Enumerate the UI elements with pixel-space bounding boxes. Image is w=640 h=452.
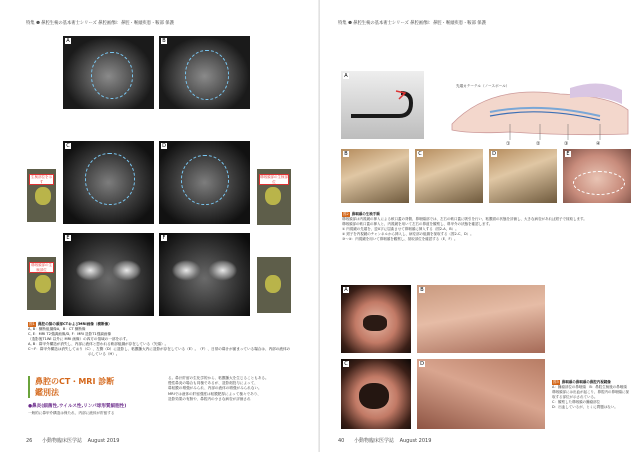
figure3-caption (552, 380, 632, 410)
side-inset-d (256, 168, 292, 226)
inset-tag: 生検部位を示す (31, 175, 52, 184)
figure-label: C (66, 143, 70, 149)
caption-line: C～F：鼻甲介構造は消失しており（C）、左側（D）に造影し、粘膜腫大内に造影が存在している（E）。（F）、日常の鼻汁が溜まっている場合は、内部の液体の (28, 347, 291, 351)
right-running-header: 特集 ❶ 鼻腔生検の基本術士シリーズ 鼻腔画像Ⅰ：鼻腔・喉頭疾患・鞍部 保護 (338, 21, 486, 26)
figure-label: E (66, 235, 70, 241)
page-number: 26 (26, 438, 33, 444)
caption-badge: 図3 (553, 380, 559, 384)
ct-image-a (62, 35, 155, 110)
caption-badge: 図2 (343, 212, 349, 216)
right-footer (338, 437, 431, 444)
caption-line: A, B：鼻甲介構造が消失し、内部に液体と思われる軟部組織が存在している（矢頭）。 (28, 342, 169, 346)
caption-line: 示している（H）。 (88, 352, 120, 356)
caption-line: 鼻咽頭部には出血が起こり、鼻腔内の鼻咽頭に採取する部位が示されている。 (552, 390, 629, 399)
body-line: る。鼻汁貯留の生化学的から、粘膜腫大を生じることもある。 (168, 376, 269, 380)
mri-image-f (158, 232, 251, 317)
journal-name: 小動物臨床医学誌 (41, 438, 82, 444)
body-line: 慢性鼻炎の場合も同様であるが、造影剤投与によって、 (168, 381, 258, 386)
figure-label: C (418, 151, 422, 157)
endoscopy-image-b (416, 284, 546, 354)
mri-image-c (62, 140, 155, 225)
caption-title: 鼻咽頭の鼻咽頭の鼻腔内視鏡像 (561, 380, 611, 384)
caption-line: C：観察した鼻咽頭の腫瘤部位 (552, 400, 600, 404)
figure-label: F (162, 235, 166, 241)
procedure-photo-d (488, 148, 558, 204)
figure-label: E (566, 151, 570, 157)
caption-title: 鼻腔の猫の頭部CTおよびMRI画像（横断像） (37, 322, 112, 326)
procedure-photo-c (414, 148, 484, 204)
caption-line: D：出血しているが、とくに問題はない。 (552, 405, 618, 409)
page-number: 40 (338, 438, 345, 444)
figure-label: A (344, 287, 348, 293)
diagram-label: ① (506, 141, 511, 146)
caption-line: C, E：MRI T2強調画像/D, F：MRI 造影T1強調画像 (28, 332, 112, 336)
issue-date: August 2019 (399, 438, 432, 444)
figure-label: D (162, 143, 166, 149)
caption-badge: 図1 (29, 322, 35, 326)
subheading: ●鼻炎(細菌性,ウイルス性,リンパ球形質細胞性) (28, 404, 127, 409)
figure-label: D (420, 361, 424, 367)
procedure-photo-e (562, 148, 632, 204)
caption-title: 鼻咽頭の生検手順 (351, 212, 380, 216)
side-inset-f (256, 256, 292, 314)
figure-label: C (344, 361, 348, 367)
mri-image-d (158, 140, 251, 225)
section-title-line1: 鼻腔のCT・MRI 診断 (35, 377, 115, 386)
inset-tag: 鼻咽頭部の生検部位 (31, 263, 52, 272)
left-footer (26, 437, 119, 444)
figure-label: A (66, 38, 70, 44)
diagram-caption: 先端カテーテル（ノースポール） (456, 84, 510, 88)
body-text-right (168, 376, 296, 402)
section-title (28, 376, 165, 398)
caption-line: A：腫瘤部位の鼻咽頭 B：鼻腔生検後の鼻咽頭 (552, 385, 627, 389)
diagram-label: ④ (596, 141, 601, 146)
figure-label: A (344, 73, 348, 79)
figure-label: B (344, 151, 348, 157)
catheter-icon (341, 71, 425, 140)
caption-line: ① 内視鏡の先端を、逆U字に屈曲させて鼻咽頭に挿入する（図2-A，B）。 (342, 227, 459, 231)
figure-label: B (420, 287, 424, 293)
side-inset-c (26, 168, 57, 223)
section-title-line2: 鑑別法 (35, 388, 59, 397)
figure1-caption (28, 322, 298, 357)
diagram-label: ③ (564, 141, 569, 146)
ct-image-b (158, 35, 251, 110)
left-running-header: 特集 ❶ 鼻腔生検の基本術士シリーズ 鼻腔画像Ⅰ：鼻腔・喉頭疾患・鞍部 保護 (26, 21, 174, 26)
body-line: 鼻粘膜の増強がみられ、内部の液体の増強がみられない。 (168, 386, 262, 391)
anatomy-diagram (450, 64, 632, 146)
figure-label: B (162, 38, 166, 44)
body-line: 造影効果の有無や、鼻腔内の小さな病変が評価され (168, 396, 251, 401)
right-page (320, 0, 640, 452)
issue-date: August 2019 (87, 438, 120, 444)
endoscopy-image-d (416, 358, 546, 430)
body-line: MRIでは液体の貯留強度は粘膜肥厚によって様々であり、 (168, 391, 261, 396)
caption-line: ③～④：内視鏡を用いて鼻咽頭を観察し、採取部位を確認する（E，F）。 (342, 237, 458, 241)
body-text-left: 一般的に鼻甲介構造は保たれ、内部に液体が貯留する (28, 411, 115, 415)
mri-image-e (62, 232, 155, 317)
diagram-label: ② (536, 141, 541, 146)
caption-line: （造影後T1WI 以外に MRI 画像）の四方の領域の一部を示す。 (28, 337, 130, 341)
caption-line: 鼻咽頭部の軟口蓋の挿入と、内視鏡を用いて左右の鼻道を観察し、鼻甲介の状態を確認します。 (342, 222, 493, 226)
procedure-photo-b (340, 148, 410, 204)
caption-line: ② 鉗子を内視鏡のチャンネルから挿入し、病変部の組織を採取する（図2-C，D）。 (342, 232, 474, 236)
side-inset-e (26, 256, 57, 311)
caption-line: 鼻咽頭部は内視鏡の挿入による軟口蓋の背側、鼻咽頭部では、左右の軟口蓋に吸引を行い、粘膜面の状態を評価し、大きな病変があれば鉗子で採取します。 (342, 217, 587, 221)
endoscopy-image-a (340, 284, 412, 354)
endoscopy-image-c (340, 358, 412, 430)
inset-tag: 鼻咽頭部の生検部位 (260, 175, 288, 184)
figure2-caption (342, 212, 620, 242)
caption-line: A, B：横断組織像A，B：CT 横断像 (28, 327, 86, 331)
journal-name: 小動物臨床医学誌 (353, 438, 394, 444)
catheter-photo (340, 70, 425, 140)
diagram-svg (450, 64, 632, 146)
figure-label: D (492, 151, 496, 157)
